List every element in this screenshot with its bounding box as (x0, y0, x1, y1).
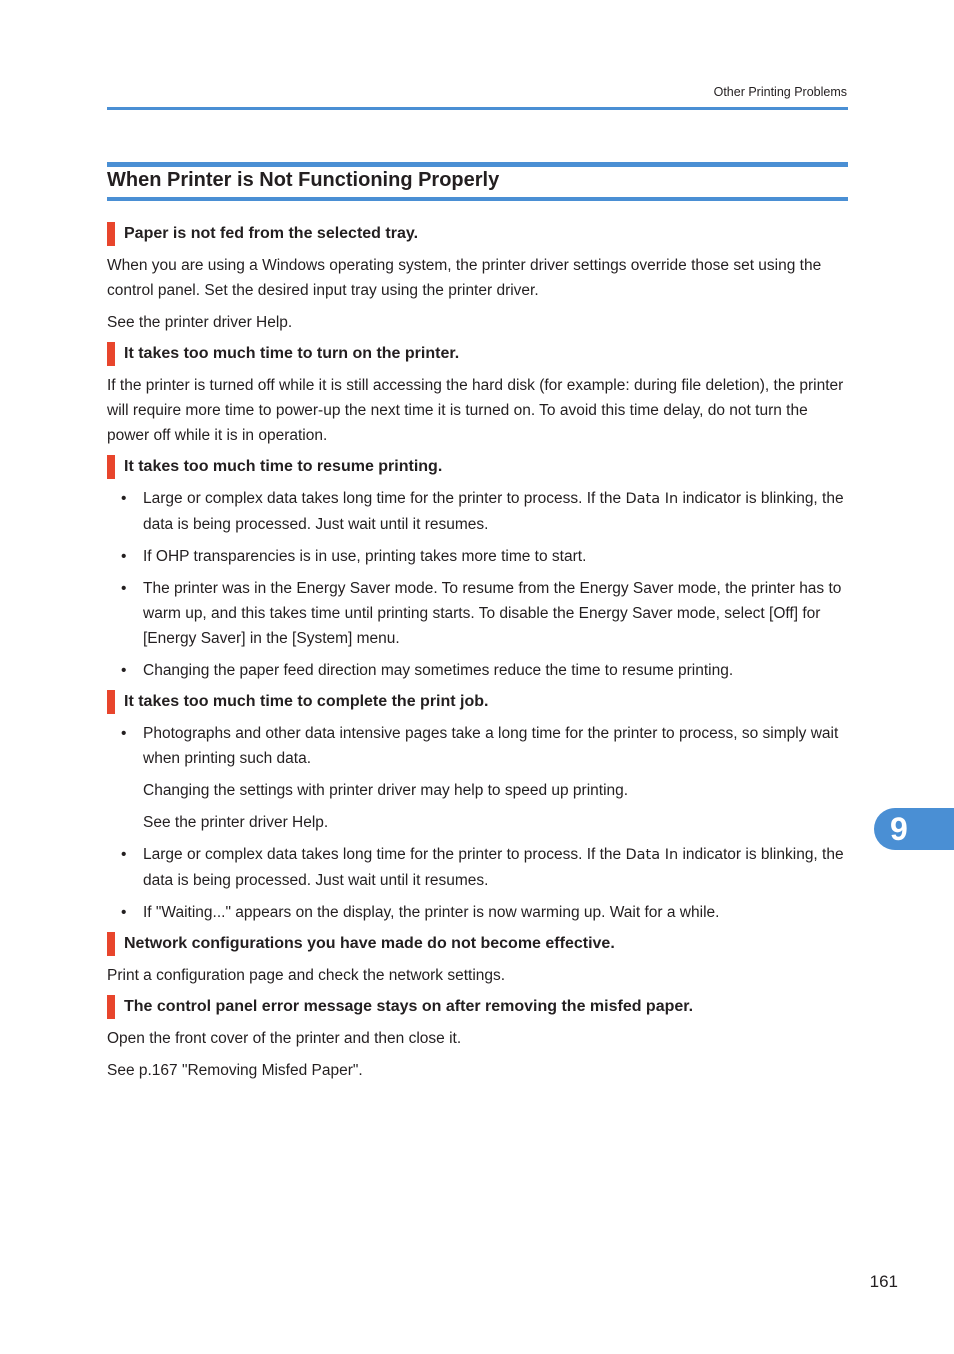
topic-heading (107, 342, 849, 366)
indented-note: Changing the settings with printer driver may help to speed up printing. (143, 782, 629, 799)
topic-heading-text: The control panel error message stays on after removing the misfed paper. (124, 998, 694, 1015)
heading-marker-icon (107, 932, 115, 956)
list-item: • If OHP transparencies is in use, printing takes more time to start. (107, 544, 849, 569)
cross-reference[interactable]: See p.167 "Removing Misfed Paper". (107, 1062, 363, 1079)
bullet-icon: • (121, 548, 127, 565)
paragraph: Print a configuration page and check the network settings. (107, 967, 506, 984)
list-item: • If "Waiting..." appears on the display, the printer is now warming up. Wait for a while. (107, 900, 849, 925)
list-item: • The printer was in the Energy Saver mode. To resume from the Energy Saver mode, the printer has to warm up, and this takes time until printing starts. To disable the Energy Saver mode, select [Off] for [Energy Saver] in the [System] menu. (107, 576, 849, 651)
bullet-icon: • (121, 662, 127, 679)
bullet-icon: • (121, 490, 127, 507)
bullet-list (107, 842, 849, 925)
topic-heading (107, 222, 849, 246)
indicator-name: Data In (625, 491, 679, 507)
paragraph: If the printer is turned off while it is still accessing the hard disk (for example: during file deletion), the printer will require more time to power-up the next time it is turned on. To avoid this time delay, do not turn the power off while it is in operation. (107, 377, 844, 444)
heading-marker-icon (107, 690, 115, 714)
list-item: • Large or complex data takes long time for the printer to process. If the Data In indicator is blinking, the data is being processed. Just wait until it resumes. (107, 486, 849, 537)
bullet-icon: • (121, 580, 127, 597)
main-content (107, 218, 849, 1090)
list-item: • Photographs and other data intensive pages take a long time for the printer to process, so simply wait when printing such data. (107, 721, 849, 771)
heading-marker-icon (107, 342, 115, 366)
topic-heading (107, 995, 849, 1019)
bullet-icon: • (121, 846, 127, 863)
heading-marker-icon (107, 222, 115, 246)
indicator-name: Data In (625, 847, 679, 863)
section-title: When Printer is Not Functioning Properly (107, 169, 500, 191)
section-bottom-rule (107, 197, 848, 201)
bullet-icon: • (121, 904, 127, 921)
topic-heading (107, 932, 849, 956)
chapter-number: 9 (890, 811, 908, 847)
topic-heading (107, 690, 849, 714)
paragraph: Open the front cover of the printer and then close it. (107, 1030, 462, 1047)
bullet-list (107, 486, 849, 683)
topic-heading-text: It takes too much time to complete the print job. (124, 693, 489, 710)
topic-heading (107, 455, 849, 479)
heading-marker-icon (107, 455, 115, 479)
paragraph: When you are using a Windows operating system, the printer driver settings override those set using the control panel. Set the desired input tray using the printer driver. (107, 257, 822, 299)
paragraph: See the printer driver Help. (107, 314, 293, 331)
bullet-icon: • (121, 725, 127, 742)
indented-note: See the printer driver Help. (143, 814, 329, 831)
header-rule (107, 107, 848, 110)
topic-heading-text: Paper is not fed from the selected tray. (124, 225, 419, 242)
running-header: Other Printing Problems (713, 85, 847, 99)
chapter-tab (874, 808, 954, 850)
page-number: 161 (869, 1272, 898, 1291)
topic-heading-text: It takes too much time to resume printing. (124, 458, 443, 475)
list-item: • Large or complex data takes long time for the printer to process. If the Data In indicator is blinking, the data is being processed. Just wait until it resumes. (107, 842, 849, 893)
topic-heading-text: Network configurations you have made do not become effective. (124, 935, 615, 952)
heading-marker-icon (107, 995, 115, 1019)
topic-heading-text: It takes too much time to turn on the printer. (124, 345, 460, 362)
bullet-list (107, 721, 849, 771)
list-item: • Changing the paper feed direction may sometimes reduce the time to resume printing. (107, 658, 849, 683)
